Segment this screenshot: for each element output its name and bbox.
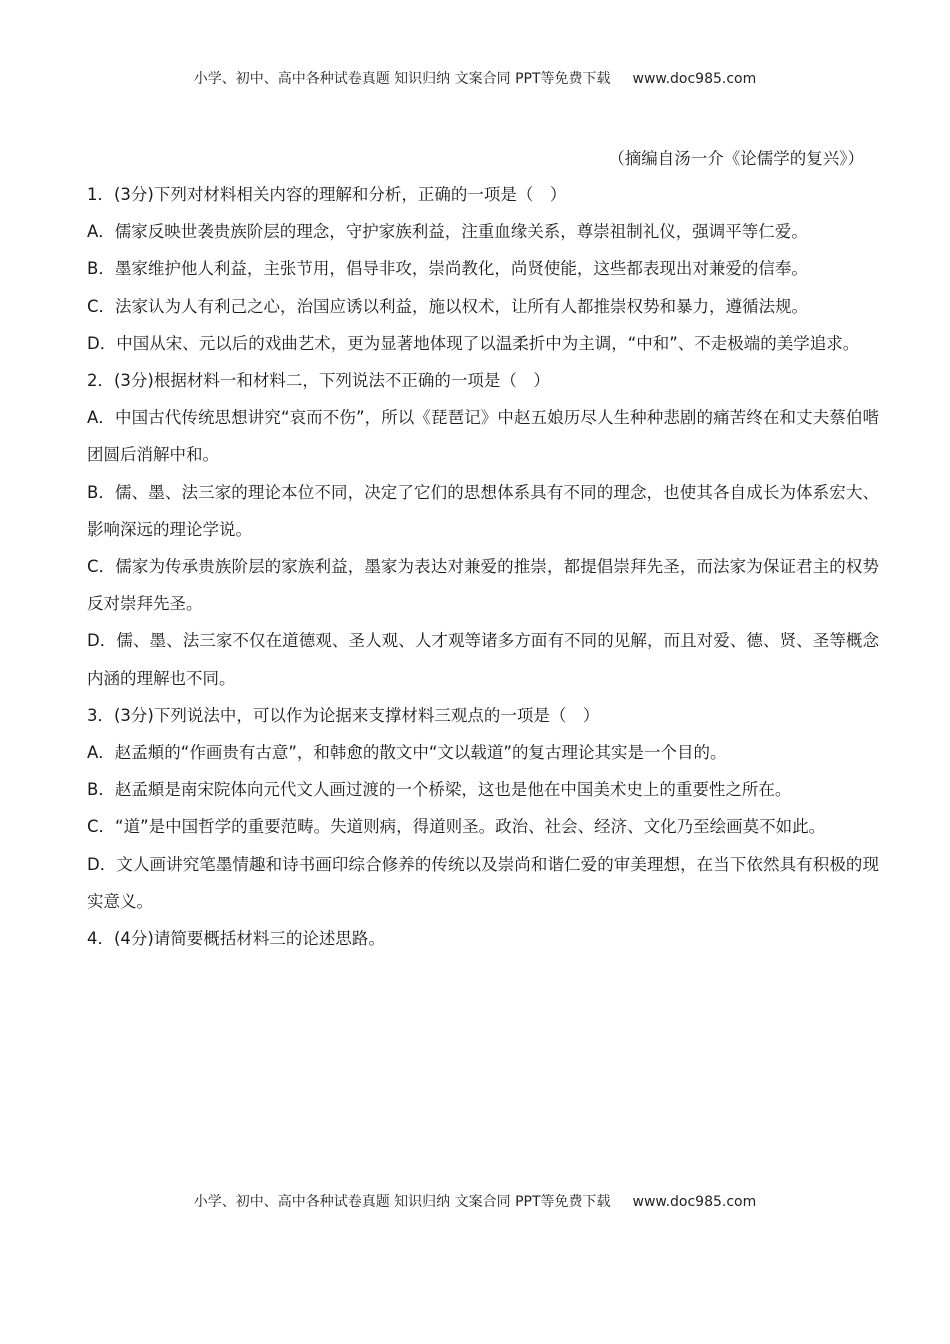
question-1-option-b: B．墨家维护他人利益，主张节用，倡导非攻，崇尚教化，尚贤使能，这些都表现出对兼爱的信奉。 bbox=[87, 259, 808, 279]
question-3-option-d: D．文人画讲究笔墨情趣和诗书画印综合修养的传统以及崇尚和谐仁爱的审美理想，在当下依然具有积极的现实意义。 bbox=[87, 854, 879, 911]
question-2-option-a: A．中国古代传统思想讲究“哀而不伤”，所以《琵琶记》中赵五娘历尽人生种种悲剧的痛苦终在和丈夫蔡伯喈团圆后消解中和。 bbox=[87, 408, 879, 465]
footer-site-link[interactable]: www.doc985.com bbox=[632, 1194, 757, 1210]
source-note: （摘编自汤一介《论儒学的复兴》） bbox=[608, 149, 864, 168]
question-1-option-a: A．儒家反映世袭贵族阶层的理念，守护家族利益，注重血缘关系，尊崇祖制礼仪，强调平等仁爱。 bbox=[87, 222, 808, 242]
footer-text: 小学、初中、高中各种试卷真题 知识归纳 文案合同 PPT等免费下载 bbox=[193, 1194, 611, 1210]
question-2-option-b: B．儒、墨、法三家的理论本位不同，决定了它们的思想体系具有不同的理念，也使其各自成长为体系宏大、影响深远的理论学说。 bbox=[87, 482, 879, 539]
page-footer bbox=[0, 1191, 950, 1211]
question-3-option-c: C．“道”是中国哲学的重要范畴。失道则病，得道则圣。政治、社会、经济、文化乃至绘画莫不如此。 bbox=[87, 817, 826, 837]
question-1-stem: 1．(3分)下列对材料相关内容的理解和分析，正确的一项是（ ） bbox=[87, 185, 567, 204]
question-2-option-c: C．儒家为传承贵族阶层的家族利益，墨家为表达对兼爱的推崇，都提倡崇拜先圣，而法家为保证君主的权势反对崇拜先圣。 bbox=[87, 557, 879, 614]
question-2-stem: 2．(3分)根据材料一和材料二，下列说法不正确的一项是（ ） bbox=[87, 371, 550, 391]
question-2-option-d: D．儒、墨、法三家不仅在道德观、圣人观、人才观等诸多方面有不同的见解，而且对爱、德、贤、圣等概念内涵的理解也不同。 bbox=[87, 631, 879, 688]
question-3-stem: 3．(3分)下列说法中，可以作为论据来支撑材料三观点的一项是（ ） bbox=[87, 705, 600, 725]
question-3-option-b: B．赵孟頫是南宋院体向元代文人画过渡的一个桥梁，这也是他在中国美术史上的重要性之所在。 bbox=[87, 780, 792, 800]
question-3-option-a: A．赵孟頫的“作画贵有古意”，和韩愈的散文中“文以载道”的复古理论其实是一个目的。 bbox=[87, 743, 727, 763]
question-list bbox=[87, 176, 879, 957]
question-1-option-d: D．中国从宋、元以后的戏曲艺术，更为显著地体现了以温柔折中为主调，“中和”、不走极端的美学追求。 bbox=[87, 333, 860, 353]
page-header bbox=[0, 68, 950, 88]
header-text: 小学、初中、高中各种试卷真题 知识归纳 文案合同 PPT等免费下载 bbox=[193, 71, 611, 87]
question-4-stem: 4．(4分)请简要概括材料三的论述思路。 bbox=[87, 929, 385, 949]
question-1-option-c: C．法家认为人有利己之心，治国应诱以利益，施以权术，让所有人都推崇权势和暴力，遵循法规。 bbox=[87, 296, 809, 316]
header-site-link[interactable]: www.doc985.com bbox=[632, 71, 757, 87]
